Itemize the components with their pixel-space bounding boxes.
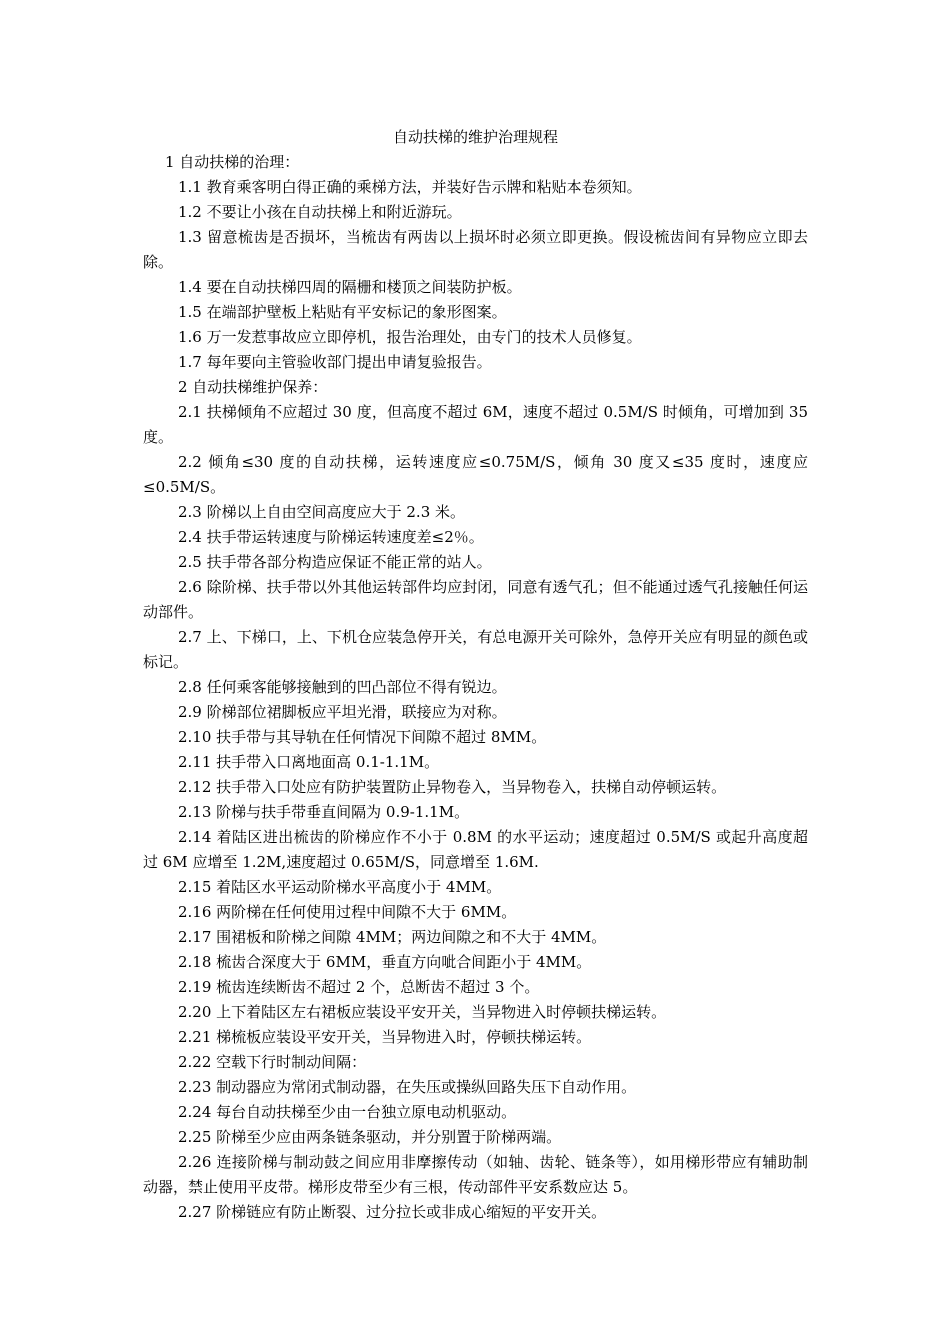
document-body	[143, 125, 808, 1225]
paragraph: 2.2 倾角≤30 度的自动扶梯，运转速度应≤0.75M/S，倾角 30 度又≤35 度时，速度应≤0.5M/S。	[143, 453, 808, 496]
paragraph: 2.26 连接阶梯与制动鼓之间应用非摩擦传动（如轴、齿轮、链条等），如用梯形带应有辅助制动器，禁止使用平皮带。梯形皮带至少有三根，传动部件平安系数应达 5。	[143, 1153, 808, 1196]
paragraph: 2.16 两阶梯在任何使用过程中间隙不大于 6MM。	[178, 903, 517, 921]
paragraph: 2.6 除阶梯、扶手带以外其他运转部件均应封闭，同意有透气孔；但不能通过透气孔接触任何运动部件。	[143, 578, 808, 621]
paragraph: 2.17 围裙板和阶梯之间隙 4MM；两边间隙之和不大于 4MM。	[178, 928, 607, 946]
paragraph: 1.4 要在自动扶梯四周的隔栅和楼顶之间装防护板。	[178, 278, 522, 296]
paragraph: 2.10 扶手带与其导轨在任何情况下间隙不超过 8MM。	[178, 728, 547, 746]
paragraph: 2.5 扶手带各部分构造应保证不能正常的站人。	[178, 553, 492, 571]
paragraph: 2 自动扶梯维护保养：	[178, 378, 328, 396]
paragraph: 1.5 在端部护壁板上粘贴有平安标记的象形图案。	[178, 303, 507, 321]
paragraph: 2.19 梳齿连续断齿不超过 2 个，总断齿不超过 3 个。	[178, 978, 540, 996]
paragraph: 2.9 阶梯部位裙脚板应平坦光滑，联接应为对称。	[178, 703, 507, 721]
paragraph: 2.23 制动器应为常闭式制动器，在失压或操纵回路失压下自动作用。	[178, 1078, 637, 1096]
paragraph: 2.4 扶手带运转速度与阶梯运转速度差≤2％。	[178, 528, 484, 546]
paragraph: 2.12 扶手带入口处应有防护装置防止异物卷入，当异物卷入，扶梯自动停顿运转。	[178, 778, 727, 796]
paragraph: 2.21 梯梳板应装设平安开关，当异物进入时，停顿扶梯运转。	[178, 1028, 592, 1046]
paragraph: 2.3 阶梯以上自由空间高度应大于 2.3 米。	[178, 503, 466, 521]
paragraph: 2.1 扶梯倾角不应超过 30 度，但高度不超过 6M，速度不超过 0.5M/S 时倾角，可增加到 35 度。	[143, 403, 808, 446]
paragraph: 2.27 阶梯链应有防止断裂、过分拉长或非成心缩短的平安开关。	[178, 1203, 607, 1221]
paragraph: 2.25 阶梯至少应由两条链条驱动，并分别置于阶梯两端。	[178, 1128, 562, 1146]
paragraph: 2.18 梳齿合深度大于 6MM，垂直方向呲合间距小于 4MM。	[178, 953, 592, 971]
paragraph: 2.22 空载下行时制动间隔：	[178, 1053, 367, 1071]
paragraph: 2.14 着陆区进出梳齿的阶梯应作不小于 0.8M 的水平运动；速度超过 0.5M/S 或起升高度超过 6M 应增至 1.2M,速度超过 0.65M/S，同意增至 1.6M.	[143, 828, 808, 871]
paragraph: 2.8 任何乘客能够接触到的凹凸部位不得有锐边。	[178, 678, 507, 696]
paragraph: 1.7 每年要向主管验收部门提出申请复验报告。	[178, 353, 492, 371]
paragraph: 1 自动扶梯的治理：	[165, 153, 300, 171]
paragraph: 1.2 不要让小孩在自动扶梯上和附近游玩。	[178, 203, 462, 221]
paragraph: 2.20 上下着陆区左右裙板应装设平安开关，当异物进入时停顿扶梯运转。	[178, 1003, 667, 1021]
paragraph: 1.6 万一发惹事故应立即停机，报告治理处，由专门的技术人员修复。	[178, 328, 642, 346]
paragraph: 2.13 阶梯与扶手带垂直间隔为 0.9-1.1M。	[178, 803, 470, 821]
paragraph: 2.24 每台自动扶梯至少由一台独立原电动机驱动。	[178, 1103, 517, 1121]
paragraph: 1.3 留意梳齿是否损坏，当梳齿有两齿以上损坏时必须立即更换。假设梳齿间有异物应立即去除。	[143, 228, 808, 271]
paragraph: 2.7 上、下梯口，上、下机仓应装急停开关，有总电源开关可除外，急停开关应有明显的颜色或标记。	[143, 628, 808, 671]
paragraph-list	[143, 150, 808, 1225]
document-title: 自动扶梯的维护治理规程	[392, 128, 558, 146]
paragraph: 2.15 着陆区水平运动阶梯水平高度小于 4MM。	[178, 878, 502, 896]
paragraph: 2.11 扶手带入口离地面高 0.1-1.1M。	[178, 753, 440, 771]
paragraph: 1.1 教育乘客明白得正确的乘梯方法，并装好告示牌和粘贴本卷须知。	[178, 178, 642, 196]
